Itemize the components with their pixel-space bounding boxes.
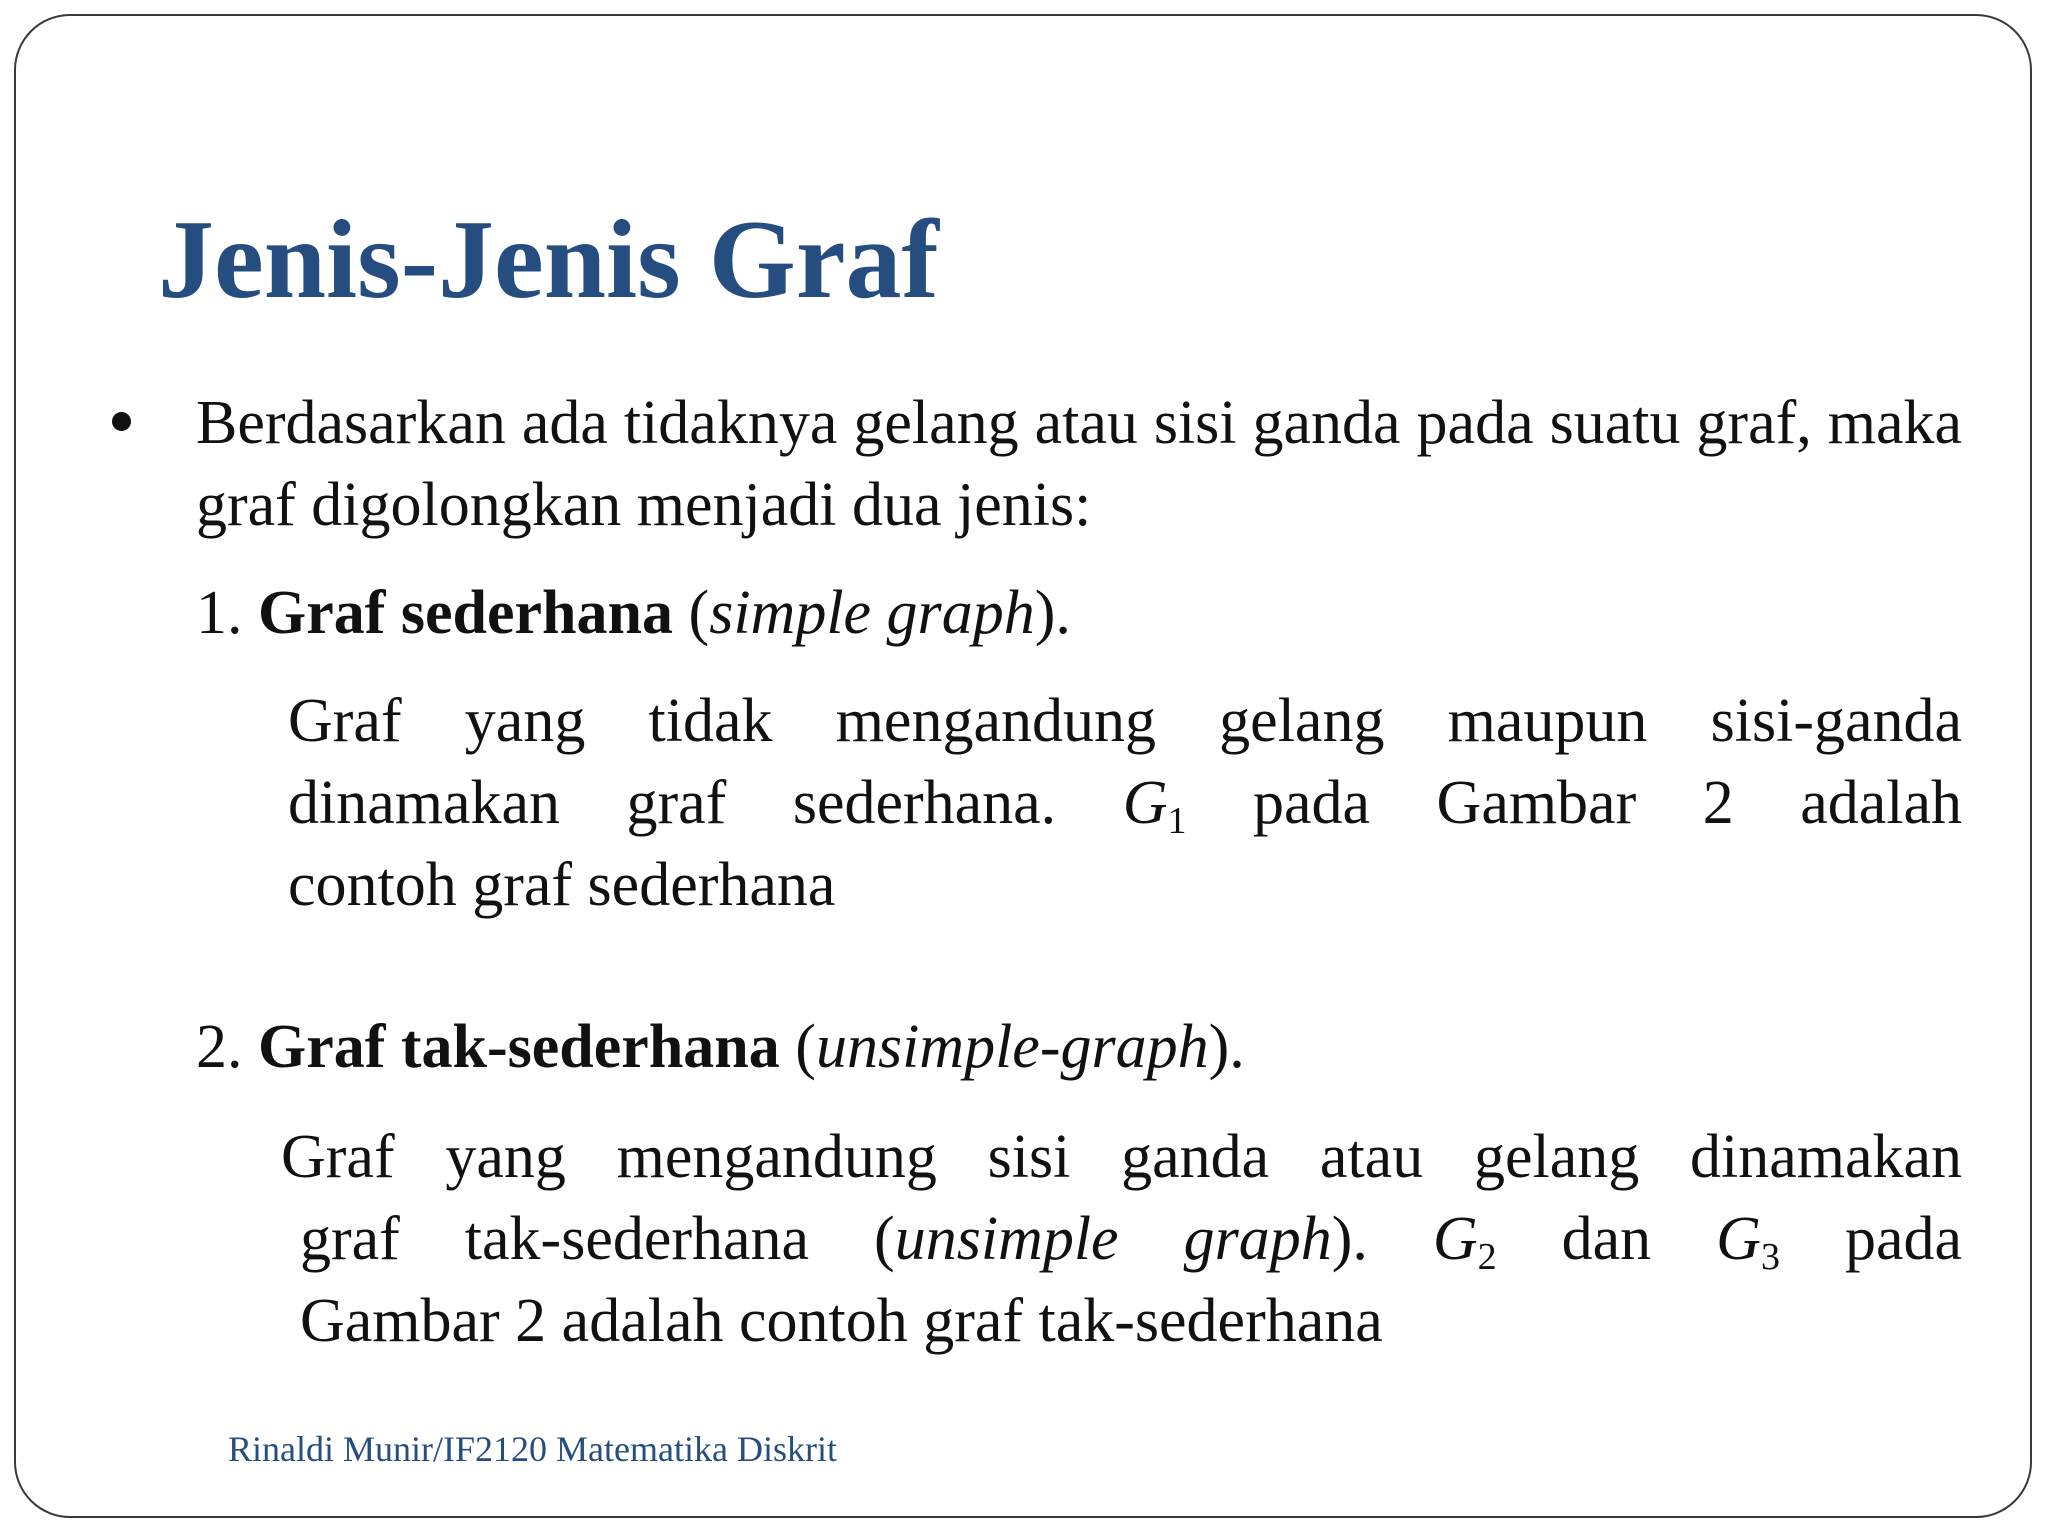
- slide-frame: [14, 14, 2032, 1518]
- paren-open: (: [795, 1013, 816, 1081]
- graph-label-g1: [1122, 769, 1187, 842]
- item-number: 1.: [196, 579, 243, 647]
- paren-close: ).: [1208, 1013, 1245, 1081]
- description-segment: pada: [1844, 1205, 1962, 1273]
- description-line: Graf yang mengandung sisi ganda atau gelang dinamakan: [281, 1123, 1962, 1191]
- simple-graph-description: [288, 680, 1962, 926]
- unsimple-graph-description: [281, 1116, 1962, 1362]
- description-line: [281, 1198, 1962, 1280]
- graph-label-g3: [1716, 1205, 1780, 1278]
- list-item-unsimple-graph: [196, 1006, 1245, 1088]
- description-segment: dinamakan graf sederhana.: [288, 769, 1057, 837]
- graph-variable: G: [1432, 1205, 1478, 1273]
- paren-open: (: [688, 579, 710, 647]
- item-number: 2.: [196, 1013, 243, 1081]
- graph-label-g2: [1432, 1205, 1497, 1278]
- slide-title: Jenis-Jenis Graf: [158, 198, 939, 322]
- description-segment: pada Gambar 2 adalah: [1253, 769, 1963, 837]
- description-line: [288, 762, 1962, 844]
- paren-close: ).: [1034, 579, 1071, 647]
- description-segment: ).: [1331, 1205, 1368, 1273]
- description-segment: graf tak-sederhana (: [300, 1205, 895, 1273]
- item-term: Graf tak-sederhana: [258, 1013, 780, 1081]
- graph-variable: G: [1122, 769, 1168, 837]
- bullet-dot-icon: [112, 412, 131, 431]
- item-term-english: simple graph: [709, 579, 1035, 647]
- description-segment: dan: [1561, 1205, 1652, 1273]
- list-item-simple-graph: [196, 572, 1071, 654]
- description-italic: unsimple graph: [894, 1205, 1332, 1273]
- intro-paragraph: Berdasarkan ada tidaknya gelang atau sisi ganda pada suatu graf, maka graf digolongkan menjadi dua jenis:: [196, 389, 1962, 539]
- item-term: Graf sederhana: [258, 579, 674, 647]
- graph-subscript: 2: [1477, 1236, 1497, 1278]
- description-line: contoh graf sederhana: [288, 851, 836, 919]
- description-line: Graf yang tidak mengandung gelang maupun sisi-ganda: [288, 687, 1962, 755]
- graph-subscript: 1: [1167, 800, 1187, 842]
- graph-variable: G: [1716, 1205, 1761, 1273]
- item-term-english: unsimple-graph: [815, 1013, 1209, 1081]
- slide-footer: Rinaldi Munir/IF2120 Matematika Diskrit: [228, 1429, 837, 1469]
- graph-subscript: 3: [1760, 1236, 1780, 1278]
- description-line: Gambar 2 adalah contoh graf tak-sederhana: [300, 1287, 1383, 1355]
